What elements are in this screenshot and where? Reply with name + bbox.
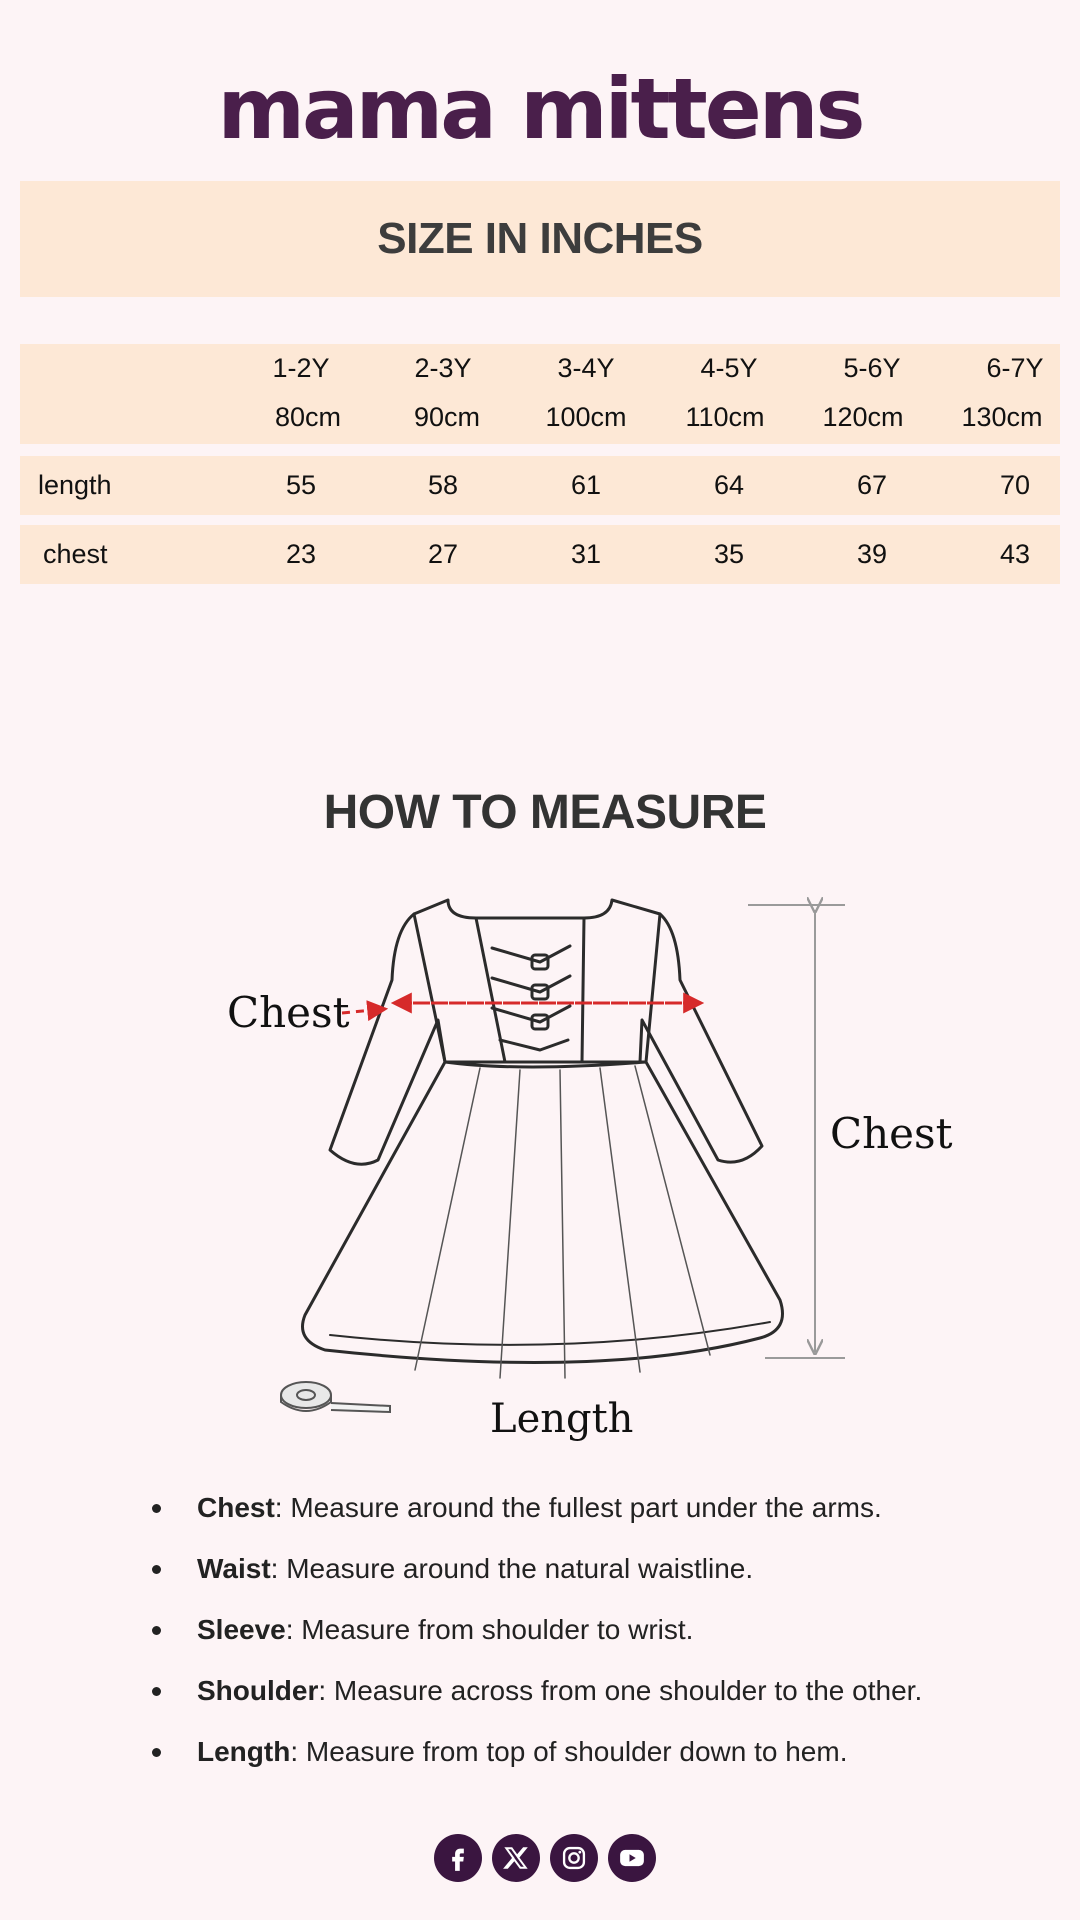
length-label: Length <box>490 1396 634 1442</box>
list-item <box>152 1551 922 1612</box>
youtube-link[interactable] <box>608 1834 656 1882</box>
tape-measure-icon <box>281 1382 390 1412</box>
table-cell: 27 <box>427 539 459 569</box>
table-cell: 64 <box>713 470 745 500</box>
bullet-icon <box>152 1565 161 1574</box>
instruction-text: : Measure around the fullest part under the arms. <box>274 1492 882 1523</box>
table-cell: 58 <box>427 470 459 500</box>
table-cell: 55 <box>285 470 317 500</box>
table-cell: 70 <box>999 470 1031 500</box>
facebook-link[interactable] <box>434 1834 482 1882</box>
x-icon <box>503 1845 529 1871</box>
instagram-icon <box>560 1844 588 1872</box>
youtube-icon <box>617 1843 647 1873</box>
table-cell: 43 <box>999 539 1031 569</box>
facebook-icon <box>444 1844 472 1872</box>
instruction-term: Waist <box>197 1553 271 1584</box>
instruction-term: Chest <box>197 1492 275 1523</box>
dress-measure-diagram <box>0 880 1080 1460</box>
list-item <box>152 1612 922 1673</box>
table-cell: 31 <box>570 539 602 569</box>
x-link[interactable] <box>492 1834 540 1882</box>
chest-label-left: Chest <box>227 988 350 1037</box>
table-cell: 39 <box>856 539 888 569</box>
table-cell: 35 <box>713 539 745 569</box>
measure-section-title: HOW TO MEASURE <box>323 786 767 839</box>
row-label-chest: chest <box>43 539 108 569</box>
list-item <box>152 1673 922 1734</box>
size-section-title: SIZE IN INCHES <box>377 214 703 263</box>
instruction-text: : Measure from top of shoulder down to hem. <box>290 1736 848 1767</box>
brand-logo: mama mittens <box>217 60 863 158</box>
column-height: 100cm <box>545 402 627 432</box>
column-height: 90cm <box>413 402 481 432</box>
measure-instructions <box>152 1490 922 1795</box>
chest-label-right: Chest <box>830 1109 953 1158</box>
column-age: 4-5Y <box>700 353 758 383</box>
column-height: 110cm <box>685 402 765 432</box>
bullet-icon <box>152 1748 161 1757</box>
column-height: 80cm <box>274 402 342 432</box>
list-item <box>152 1490 922 1551</box>
column-age: 5-6Y <box>843 353 901 383</box>
table-cell: 61 <box>570 470 602 500</box>
bullet-icon <box>152 1504 161 1513</box>
bullet-icon <box>152 1687 161 1696</box>
instagram-link[interactable] <box>550 1834 598 1882</box>
column-age: 2-3Y <box>414 353 472 383</box>
column-height: 120cm <box>822 402 904 432</box>
instruction-text: : Measure around the natural waistline. <box>270 1553 754 1584</box>
instruction-term: Length <box>197 1736 291 1767</box>
bullet-icon <box>152 1626 161 1635</box>
table-cell: 67 <box>856 470 888 500</box>
table-cell: 23 <box>285 539 317 569</box>
social-links <box>0 1834 1080 1882</box>
row-label-length: length <box>38 470 112 500</box>
dress-illustration <box>303 900 783 1378</box>
column-age: 6-7Y <box>986 353 1044 383</box>
instruction-text: : Measure from shoulder to wrist. <box>285 1614 694 1645</box>
chest-measure-arrow <box>342 1003 700 1013</box>
size-banner <box>20 181 1060 297</box>
instruction-term: Shoulder <box>197 1675 319 1706</box>
instruction-term: Sleeve <box>197 1614 286 1645</box>
column-age: 1-2Y <box>272 353 330 383</box>
column-height: 130cm <box>961 402 1043 432</box>
list-item <box>152 1734 922 1795</box>
column-age: 3-4Y <box>557 353 615 383</box>
instruction-text: : Measure across from one shoulder to the other. <box>318 1675 923 1706</box>
